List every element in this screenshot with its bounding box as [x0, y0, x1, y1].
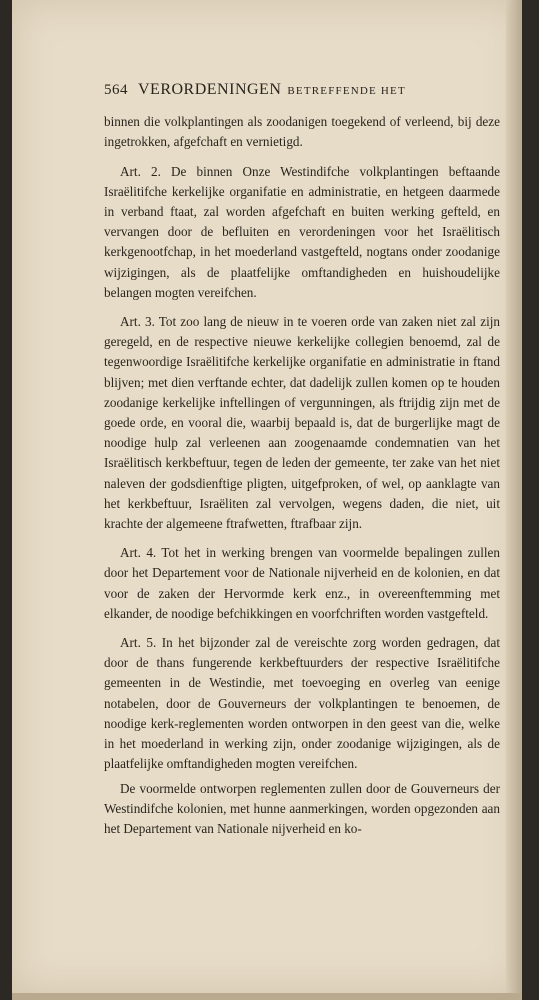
- running-subtitle: BETREFFENDE HET: [287, 85, 406, 97]
- continuation-paragraph: binnen die volkplantingen als zoodanigen toegekend of verleend, bij deze ingetrokken, afgefchaft en vernietigd.: [104, 114, 500, 150]
- running-title: VERORDENINGEN: [138, 81, 282, 98]
- article-2: Art. 2. De binnen Onze Westindifche volkplantingen beftaande Israëlitifche kerkelijke organifatie en administratie, en hetgeen daarmede in verband ftaat, zal worden afgefchaft en buiten werking gefteld, en vervangen door de befluiten en verordeningen voor het Israëlitisch kerkgenootfchap, in het moederland vastgefteld, nogtans onder zoodanige wijzigingen, als de plaatfelijke omftandigheden en huishoudelijke belangen mogten vereifchen.: [104, 163, 500, 300]
- page-number: 564: [104, 82, 128, 98]
- article-5: Art. 5. In het bijzonder zal de vereischte zorg worden gedragen, dat door de thans fungerende kerkbeftuurders der respective Israëlitifche gemeenten in de Westindie, met toevoeging en overleg van eenige notabelen, door de Gouverneurs der volkplantingen te benoemen, de noodige kerk-reglementen worden ontworpen in den geest van die, welke in het moederland in werking zijn, onder zoodanige wijzigingen, als de plaatfelijke omftandigheden mogten vereifchen.: [104, 635, 500, 772]
- closing-paragraph: De voormelde ontworpen reglementen zullen door de Gouverneurs der Westindifche kolonien, met hunne aanmerkingen, worden opgezonden aan het Departement van Nationale nijverheid en ko-: [104, 780, 500, 836]
- page-text: [104, 80, 500, 839]
- running-header: [104, 80, 500, 101]
- article-4: Art. 4. Tot het in werking brengen van voormelde bepalingen zullen door het Departement voor de Nationale nijverheid en de kolonien, en dat voor de zaken der Hervormde kerk enz., in overeenftemming met elkander, de noodige befchikkingen en voorfchriften worden vastgefteld.: [104, 545, 500, 621]
- page-gutter: [506, 0, 522, 993]
- article-3: Art. 3. Tot zoo lang de nieuw in te voeren orde van zaken niet zal zijn geregeld, en de respective nieuwe kerkelijke collegien benoemd, zal de tegenwoordige Israëlitifche kerkelijke organifatie en administratie in ftand blijven; met dien verftande echter, dat dadelijk zullen komen op te houden zoodanige kerkelijke inftellingen of vergunningen, als ftrijdig zijn met de goede orde, en vooral die, waarbij bepaald is, dat de burgerlijke magt de noodige hulp zal verleenen aan zoogenaamde condemnatien van het Israëlitisch kerkbeftuur, tegen de leden der gemeente, ter zake van het niet naleven der godsdienftige pligten, uitgefproken, of wel, op aanklagte van het kerkbeftuur, Israëliten zal vervolgen, wegens daden, die niet, uit krachte der algemeene ftrafwetten, ftrafbaar zijn.: [104, 314, 500, 532]
- page-edge: [12, 993, 522, 1000]
